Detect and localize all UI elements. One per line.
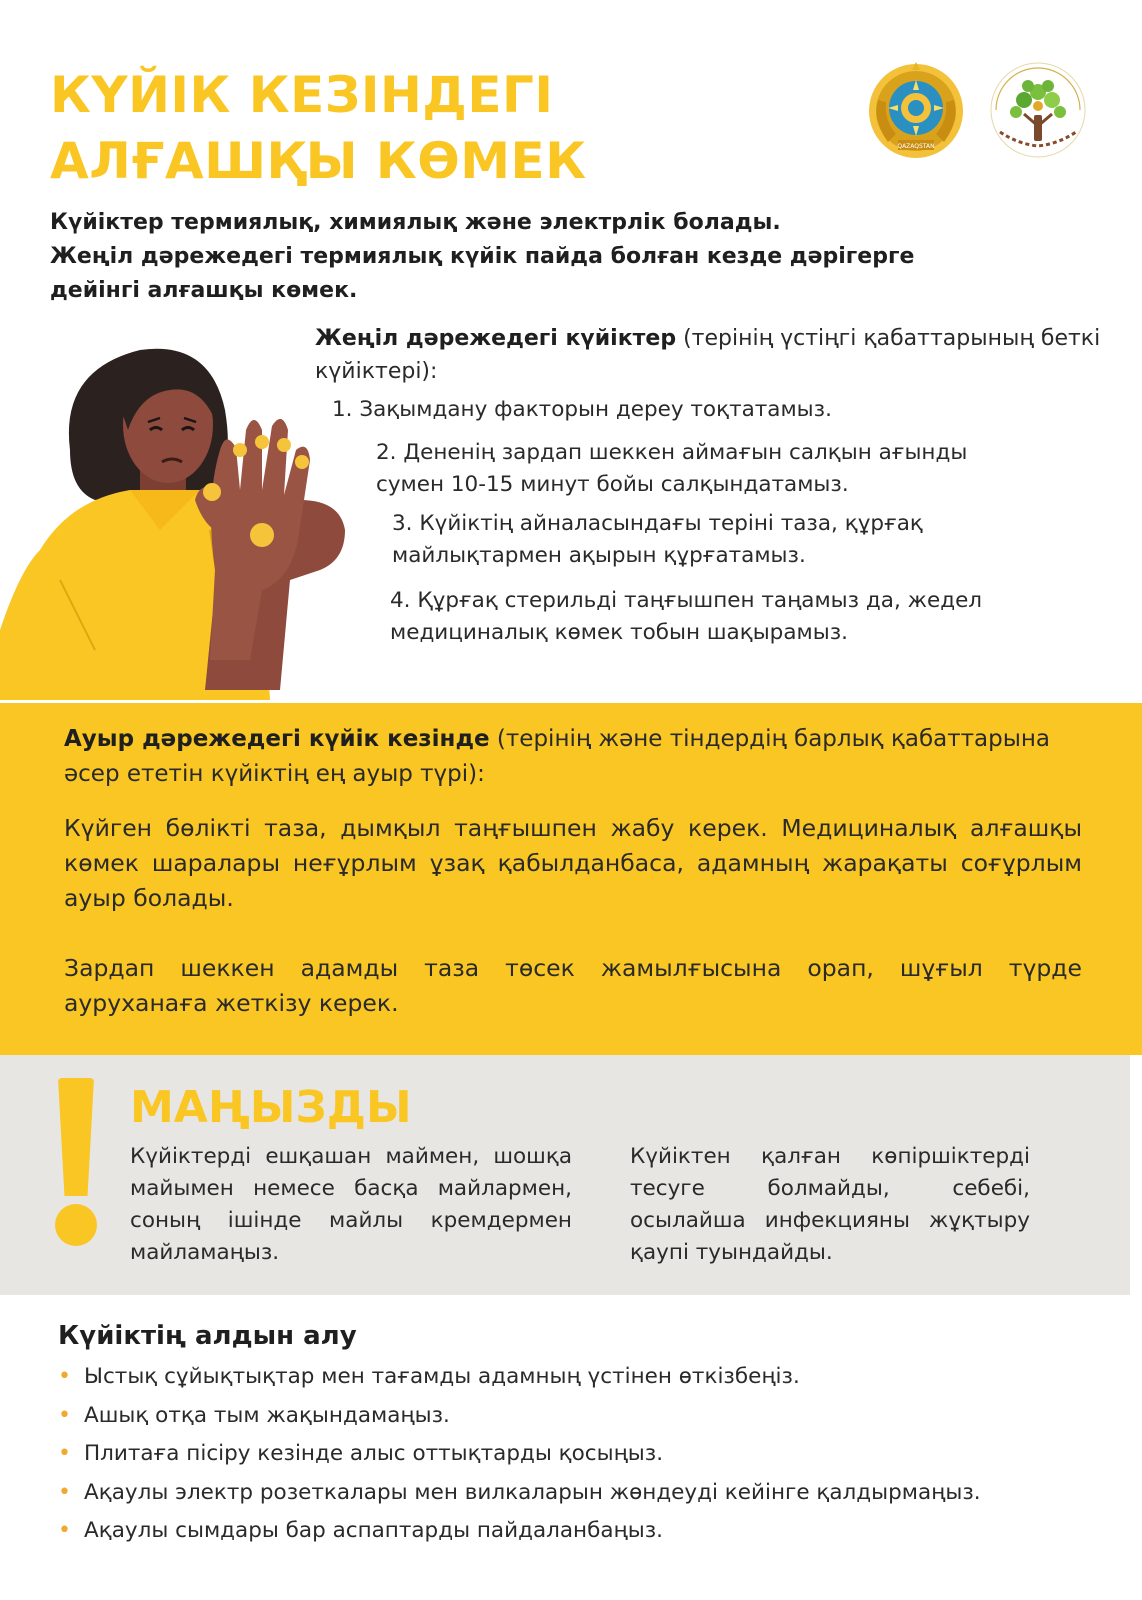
mild-step-1: 1. Зақымдану факторын дереу тоқтатамыз. bbox=[332, 397, 832, 422]
page-title bbox=[50, 62, 587, 194]
list-item bbox=[58, 1397, 1118, 1436]
list-item bbox=[58, 1512, 1118, 1551]
prevention-item-text: Плитаға пісіру кезінде алыс оттықтарды қосыңыз. bbox=[84, 1441, 664, 1466]
mild-step-3: 3. Күйіктің айналасындағы теріні таза, құрғақ майлықтармен ақырын құрғатамыз. bbox=[392, 511, 923, 568]
mild-step-4: 4. Құрғақ стерильді таңғышпен таңамыз да, жедел медициналық көмек тобын шақырамыз. bbox=[390, 588, 983, 645]
bullet-icon: • bbox=[58, 1364, 71, 1389]
severe-paragraph-1: Күйген бөлікті таза, дымқыл таңғышпен жабу керек. Медициналық алғашқы көмек шаралары неғұрлым ұзақ қабылданбаса, адамның жарақаты соғұрлым ауыр болады. bbox=[64, 814, 1082, 912]
list-item bbox=[58, 1435, 1118, 1474]
prevention-item-text: Ақаулы электр розеткалары мен вилкаларын жөндеуді кейінге қалдырмаңыз. bbox=[84, 1479, 981, 1505]
mild-step-2: 2. Дененің зардап шеккен аймағын салқын ағынды сумен 10-15 минут бойы салқындатамыз. bbox=[376, 440, 968, 497]
list-item bbox=[58, 1474, 1118, 1513]
important-column-2: Күйіктен қалған көпіршіктерді тесуге болмайды, себебі, осылайша инфекцияны жұқтыру қаупі туындайды. bbox=[630, 1144, 1030, 1265]
logos bbox=[868, 60, 1088, 162]
ministry-tree-logo-icon bbox=[991, 63, 1085, 157]
title-line-2: АЛҒАШҚЫ КӨМЕК bbox=[50, 132, 587, 190]
prevention-item-text: Ыстық сұйықтықтар мен тағамды адамның үстінен өткізбеңіз. bbox=[84, 1364, 800, 1389]
emblem-text: QAZAQSTAN bbox=[897, 143, 935, 150]
severe-paragraph-2: Зардап шеккен адамды таза төсек жамылғысына орап, шұғыл түрде ауруханаға жеткізу керек. bbox=[64, 954, 1082, 1017]
prevention-title: Күйіктің алдын алу bbox=[58, 1321, 357, 1351]
severe-burns-heading-bold: Ауыр дәрежедегі күйік кезінде bbox=[64, 726, 490, 752]
bullet-icon: • bbox=[58, 1402, 71, 1428]
prevention-list bbox=[58, 1358, 1118, 1551]
bullet-icon: • bbox=[58, 1518, 71, 1543]
bullet-icon: • bbox=[58, 1479, 71, 1505]
mild-burns-heading-rest: (терінің үстіңгі қабаттарының беткі күйіктері): bbox=[315, 326, 1101, 384]
severe-burns-heading bbox=[64, 722, 1074, 792]
exclamation-dot-icon bbox=[55, 1204, 97, 1246]
list-item bbox=[58, 1358, 1118, 1397]
mild-burns-heading-bold: Жеңіл дәрежедегі күйіктер bbox=[315, 326, 677, 351]
prevention-item-text: Ашық отқа тым жақындамаңыз. bbox=[84, 1402, 450, 1428]
intro-line-1: Күйіктер термиялық, химиялық және электрлік болады. bbox=[50, 210, 781, 235]
title-line-1: КҮЙІК КЕЗІНДЕГІ bbox=[50, 66, 554, 124]
mild-burns-heading bbox=[315, 322, 1105, 388]
intro-line-2: Жеңіл дәрежедегі термиялық күйік пайда болған кезде дәрігерге bbox=[50, 244, 915, 269]
severe-burns-heading-rest: (терінің және тіндердің барлық қабаттарына әсер ететін күйіктің ең ауыр түрі): bbox=[64, 726, 1051, 787]
intro-line-3: дейінгі алғашқы көмек. bbox=[50, 278, 358, 303]
prevention-item-text: Ақаулы сымдары бар аспаптарды пайдаланбаңыз. bbox=[84, 1518, 663, 1543]
important-title: МАҢЫЗДЫ bbox=[130, 1082, 412, 1133]
state-emblem-icon bbox=[868, 60, 1088, 162]
intro-text bbox=[50, 206, 1070, 308]
important-column-1: Күйіктерді ешқашан маймен, шошқа майымен немесе басқа майлармен, соның ішінде майлы кремдермен майламаңыз. bbox=[130, 1144, 572, 1265]
bullet-icon: • bbox=[58, 1441, 71, 1466]
